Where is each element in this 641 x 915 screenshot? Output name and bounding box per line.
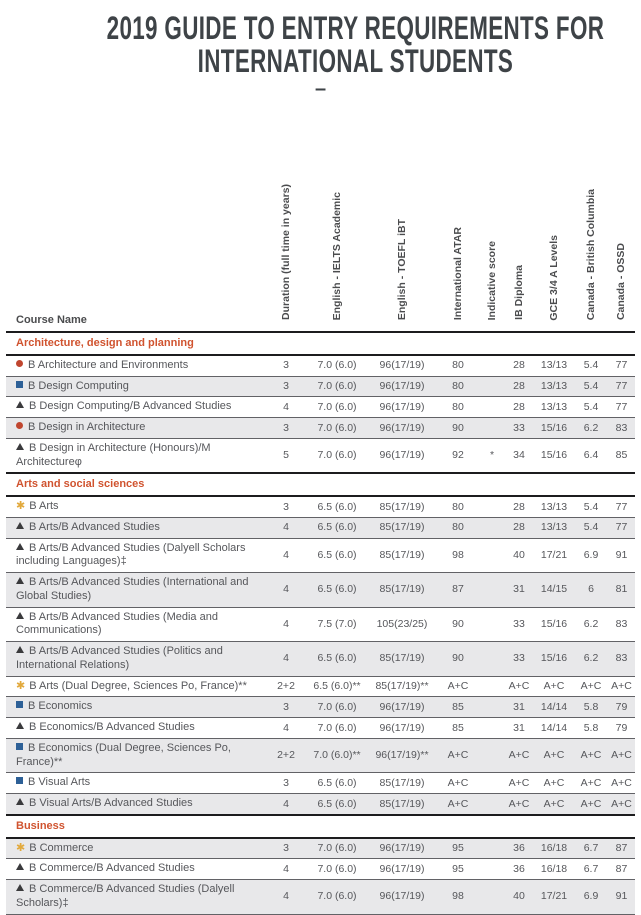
page-title-line1: 2019 GUIDE TO ENTRY REQUIREMENTS FOR: [106, 10, 605, 46]
circle-bullet-icon: [16, 422, 23, 429]
value-cell: [480, 496, 504, 517]
value-cell: 77: [608, 376, 635, 397]
circle-bullet-icon: [16, 360, 23, 367]
value-cell: 7.0 (6.0): [306, 418, 368, 439]
value-cell: 81: [608, 573, 635, 608]
value-cell: [480, 838, 504, 859]
value-cell: 7.0 (6.0): [306, 859, 368, 880]
value-cell: [480, 859, 504, 880]
value-cell: 80: [436, 496, 480, 517]
value-cell: 87: [436, 573, 480, 608]
value-cell: 5.4: [574, 496, 608, 517]
value-cell: [480, 718, 504, 739]
value-cell: A+C: [574, 773, 608, 794]
value-cell: 28: [504, 376, 534, 397]
value-cell: 13/13: [534, 397, 574, 418]
value-cell: 79: [608, 697, 635, 718]
value-cell: 6.9: [574, 538, 608, 573]
course-name-cell: B Arts/B Advanced Studies: [6, 517, 266, 538]
course-name-cell: B Design Computing: [6, 376, 266, 397]
value-cell: A+C: [436, 738, 480, 773]
table-body: [6, 332, 635, 914]
value-cell: 77: [608, 355, 635, 376]
ib-diploma-column-header: IB Diploma: [504, 183, 534, 332]
value-cell: 90: [436, 418, 480, 439]
triangle-bullet-icon: [16, 401, 24, 408]
course-name-cell: ✱ B Commerce: [6, 838, 266, 859]
value-cell: 31: [504, 573, 534, 608]
value-cell: [480, 397, 504, 418]
gce-a-levels-column-header: GCE 3/4 A Levels: [534, 183, 574, 332]
value-cell: 85: [608, 438, 635, 473]
indicative-score-column-header: Indicative score: [480, 183, 504, 332]
value-cell: 85(17/19): [368, 773, 436, 794]
value-cell: 6.2: [574, 607, 608, 642]
section-header-row: [6, 332, 635, 355]
value-cell: [480, 376, 504, 397]
value-cell: 28: [504, 517, 534, 538]
value-cell: 36: [504, 838, 534, 859]
value-cell: [480, 880, 504, 915]
value-cell: 3: [266, 697, 306, 718]
value-cell: 90: [436, 642, 480, 677]
value-cell: 7.0 (6.0): [306, 697, 368, 718]
course-name-cell: B Design Computing/B Advanced Studies: [6, 397, 266, 418]
value-cell: [480, 607, 504, 642]
value-cell: 85(17/19): [368, 573, 436, 608]
value-cell: 5: [266, 438, 306, 473]
value-cell: 91: [608, 880, 635, 915]
course-row: [6, 418, 635, 439]
value-cell: 6.5 (6.0): [306, 496, 368, 517]
value-cell: 15/16: [534, 438, 574, 473]
value-cell: A+C: [608, 676, 635, 697]
course-name-cell: B Architecture and Environments: [6, 355, 266, 376]
value-cell: 4: [266, 573, 306, 608]
value-cell: 87: [608, 859, 635, 880]
course-row: [6, 642, 635, 677]
value-cell: 96(17/19): [368, 838, 436, 859]
course-name-column-header: Course Name: [6, 183, 266, 332]
triangle-bullet-icon: [16, 798, 24, 805]
value-cell: A+C: [534, 676, 574, 697]
value-cell: 7.0 (6.0): [306, 880, 368, 915]
value-cell: 28: [504, 496, 534, 517]
value-cell: 31: [504, 697, 534, 718]
value-cell: 4: [266, 794, 306, 815]
course-name-cell: B Economics/B Advanced Studies: [6, 718, 266, 739]
value-cell: 98: [436, 880, 480, 915]
value-cell: 3: [266, 355, 306, 376]
value-cell: 96(17/19)**: [368, 738, 436, 773]
value-cell: 3: [266, 838, 306, 859]
value-cell: 5.4: [574, 397, 608, 418]
value-cell: A+C: [436, 676, 480, 697]
value-cell: 15/16: [534, 642, 574, 677]
value-cell: A+C: [534, 773, 574, 794]
value-cell: 77: [608, 496, 635, 517]
course-row: [6, 738, 635, 773]
value-cell: A+C: [608, 794, 635, 815]
canada-bc-column-header: Canada - British Columbia: [574, 183, 608, 332]
value-cell: 13/13: [534, 376, 574, 397]
value-cell: 85(17/19)**: [368, 676, 436, 697]
value-cell: 28: [504, 355, 534, 376]
value-cell: 80: [436, 376, 480, 397]
value-cell: A+C: [504, 676, 534, 697]
value-cell: A+C: [574, 794, 608, 815]
value-cell: 16/18: [534, 838, 574, 859]
value-cell: 5.4: [574, 517, 608, 538]
value-cell: 16/18: [534, 859, 574, 880]
ielts-column-header: English - IELTS Academic: [306, 183, 368, 332]
page-title: [107, 12, 605, 77]
canada-ossd-column-header: Canada - OSSD: [608, 183, 635, 332]
course-row: [6, 838, 635, 859]
value-cell: 6.5 (6.0): [306, 517, 368, 538]
course-name-cell: B Visual Arts: [6, 773, 266, 794]
value-cell: A+C: [534, 794, 574, 815]
course-row: [6, 773, 635, 794]
value-cell: 5.4: [574, 355, 608, 376]
value-cell: 77: [608, 517, 635, 538]
value-cell: 90: [436, 607, 480, 642]
value-cell: 33: [504, 642, 534, 677]
value-cell: 79: [608, 718, 635, 739]
value-cell: 96(17/19): [368, 697, 436, 718]
value-cell: *: [480, 438, 504, 473]
course-row: [6, 718, 635, 739]
course-name-cell: B Economics (Dual Degree, Sciences Po, France)**: [6, 738, 266, 773]
value-cell: A+C: [504, 738, 534, 773]
section-header-row: [6, 473, 635, 496]
course-name-cell: B Arts/B Advanced Studies (Politics and International Relations): [6, 642, 266, 677]
triangle-bullet-icon: [16, 443, 24, 450]
value-cell: A+C: [608, 738, 635, 773]
course-row: [6, 397, 635, 418]
value-cell: 4: [266, 880, 306, 915]
value-cell: 91: [608, 538, 635, 573]
square-bullet-icon: [16, 701, 23, 708]
value-cell: 33: [504, 607, 534, 642]
value-cell: 7.0 (6.0)**: [306, 738, 368, 773]
course-name-cell: B Visual Arts/B Advanced Studies: [6, 794, 266, 815]
page-header: [0, 12, 641, 99]
triangle-bullet-icon: [16, 722, 24, 729]
triangle-bullet-icon: [16, 543, 24, 550]
value-cell: 5.4: [574, 376, 608, 397]
value-cell: 17/21: [534, 880, 574, 915]
course-row: [6, 438, 635, 473]
value-cell: 6.5 (6.0): [306, 538, 368, 573]
value-cell: 6.4: [574, 438, 608, 473]
triangle-bullet-icon: [16, 522, 24, 529]
course-row: [6, 538, 635, 573]
value-cell: 96(17/19): [368, 418, 436, 439]
value-cell: 105(23/25): [368, 607, 436, 642]
value-cell: 4: [266, 859, 306, 880]
value-cell: 13/13: [534, 355, 574, 376]
value-cell: 6.9: [574, 880, 608, 915]
course-row: [6, 697, 635, 718]
value-cell: 14/14: [534, 697, 574, 718]
value-cell: 3: [266, 376, 306, 397]
course-row: [6, 376, 635, 397]
course-row: [6, 496, 635, 517]
value-cell: 40: [504, 538, 534, 573]
value-cell: A+C: [574, 676, 608, 697]
star-bullet-icon: ✱: [16, 500, 26, 513]
course-name-cell: B Commerce/B Advanced Studies (Dalyell Scholars)‡: [6, 880, 266, 915]
course-row: [6, 676, 635, 697]
value-cell: A+C: [534, 738, 574, 773]
value-cell: 80: [436, 355, 480, 376]
course-name-cell: B Design in Architecture: [6, 418, 266, 439]
triangle-bullet-icon: [16, 612, 24, 619]
triangle-bullet-icon: [16, 646, 24, 653]
value-cell: [480, 697, 504, 718]
value-cell: 17/21: [534, 538, 574, 573]
value-cell: 31: [504, 718, 534, 739]
value-cell: 3: [266, 773, 306, 794]
value-cell: 95: [436, 859, 480, 880]
value-cell: 13/13: [534, 517, 574, 538]
star-bullet-icon: ✱: [16, 841, 26, 854]
value-cell: [480, 517, 504, 538]
course-row: [6, 355, 635, 376]
triangle-bullet-icon: [16, 863, 24, 870]
value-cell: 85(17/19): [368, 794, 436, 815]
value-cell: 80: [436, 517, 480, 538]
star-bullet-icon: ✱: [16, 679, 26, 692]
value-cell: [480, 355, 504, 376]
section-title: Arts and social sciences: [6, 473, 635, 496]
value-cell: 96(17/19): [368, 859, 436, 880]
value-cell: [480, 418, 504, 439]
value-cell: 28: [504, 397, 534, 418]
value-cell: [480, 642, 504, 677]
value-cell: A+C: [504, 794, 534, 815]
value-cell: 15/16: [534, 607, 574, 642]
triangle-bullet-icon: [16, 884, 24, 891]
value-cell: 96(17/19): [368, 718, 436, 739]
value-cell: 5.8: [574, 697, 608, 718]
section-title: Business: [6, 815, 635, 838]
section-header-row: [6, 815, 635, 838]
value-cell: 2+2: [266, 738, 306, 773]
value-cell: 95: [436, 838, 480, 859]
value-cell: 83: [608, 418, 635, 439]
section-title: Architecture, design and planning: [6, 332, 635, 355]
value-cell: 7.0 (6.0): [306, 438, 368, 473]
course-name-cell: B Arts/B Advanced Studies (International and Global Studies): [6, 573, 266, 608]
course-row: [6, 880, 635, 915]
course-name-cell: ✱ B Arts (Dual Degree, Sciences Po, France)**: [6, 676, 266, 697]
course-name-cell: ✱ B Arts: [6, 496, 266, 517]
duration-column-header: Duration (full time in years): [266, 183, 306, 332]
value-cell: 80: [436, 397, 480, 418]
course-row: [6, 517, 635, 538]
value-cell: [480, 738, 504, 773]
value-cell: 96(17/19): [368, 355, 436, 376]
value-cell: 4: [266, 718, 306, 739]
value-cell: 77: [608, 397, 635, 418]
value-cell: A+C: [504, 773, 534, 794]
value-cell: 6.7: [574, 859, 608, 880]
value-cell: 6.5 (6.0)**: [306, 676, 368, 697]
value-cell: 85(17/19): [368, 538, 436, 573]
value-cell: A+C: [436, 794, 480, 815]
atar-column-header: International ATAR: [436, 183, 480, 332]
value-cell: 4: [266, 517, 306, 538]
value-cell: 96(17/19): [368, 376, 436, 397]
value-cell: 36: [504, 859, 534, 880]
value-cell: 83: [608, 607, 635, 642]
value-cell: 7.5 (7.0): [306, 607, 368, 642]
value-cell: [480, 773, 504, 794]
value-cell: 85(17/19): [368, 496, 436, 517]
value-cell: A+C: [574, 738, 608, 773]
value-cell: 4: [266, 642, 306, 677]
value-cell: A+C: [608, 773, 635, 794]
value-cell: 7.0 (6.0): [306, 718, 368, 739]
title-dash: –: [314, 78, 327, 101]
value-cell: [480, 794, 504, 815]
square-bullet-icon: [16, 743, 23, 750]
page-title-line2: INTERNATIONAL STUDENTS: [197, 42, 514, 79]
value-cell: 3: [266, 496, 306, 517]
value-cell: 85: [436, 697, 480, 718]
value-cell: 98: [436, 538, 480, 573]
value-cell: 6.5 (6.0): [306, 773, 368, 794]
course-name-cell: B Design in Architecture (Honours)/M Architectureφ: [6, 438, 266, 473]
value-cell: 4: [266, 538, 306, 573]
value-cell: 14/14: [534, 718, 574, 739]
course-row: [6, 794, 635, 815]
value-cell: 6.5 (6.0): [306, 794, 368, 815]
value-cell: 85: [436, 718, 480, 739]
value-cell: [480, 573, 504, 608]
toefl-column-header: English - TOEFL iBT: [368, 183, 436, 332]
value-cell: 85(17/19): [368, 642, 436, 677]
square-bullet-icon: [16, 777, 23, 784]
value-cell: 96(17/19): [368, 438, 436, 473]
value-cell: 7.0 (6.0): [306, 838, 368, 859]
value-cell: 2+2: [266, 676, 306, 697]
value-cell: 13/13: [534, 496, 574, 517]
course-row: [6, 573, 635, 608]
value-cell: 92: [436, 438, 480, 473]
value-cell: 15/16: [534, 418, 574, 439]
value-cell: 87: [608, 838, 635, 859]
value-cell: 34: [504, 438, 534, 473]
triangle-bullet-icon: [16, 577, 24, 584]
value-cell: 96(17/19): [368, 880, 436, 915]
value-cell: 5.8: [574, 718, 608, 739]
value-cell: 96(17/19): [368, 397, 436, 418]
value-cell: 14/15: [534, 573, 574, 608]
value-cell: 6.5 (6.0): [306, 573, 368, 608]
value-cell: 6.2: [574, 418, 608, 439]
value-cell: 7.0 (6.0): [306, 355, 368, 376]
value-cell: [480, 538, 504, 573]
value-cell: 33: [504, 418, 534, 439]
course-name-cell: B Economics: [6, 697, 266, 718]
value-cell: 6.5 (6.0): [306, 642, 368, 677]
value-cell: [480, 676, 504, 697]
value-cell: 6.7: [574, 838, 608, 859]
requirements-table: [6, 183, 635, 914]
course-name-cell: B Arts/B Advanced Studies (Dalyell Scholars including Languages)‡: [6, 538, 266, 573]
course-row: [6, 859, 635, 880]
value-cell: 40: [504, 880, 534, 915]
table-header-row: [6, 183, 635, 332]
value-cell: 7.0 (6.0): [306, 397, 368, 418]
value-cell: 83: [608, 642, 635, 677]
value-cell: 4: [266, 397, 306, 418]
course-row: [6, 607, 635, 642]
value-cell: 6.2: [574, 642, 608, 677]
course-name-cell: B Arts/B Advanced Studies (Media and Communications): [6, 607, 266, 642]
value-cell: 7.0 (6.0): [306, 376, 368, 397]
square-bullet-icon: [16, 381, 23, 388]
value-cell: 85(17/19): [368, 517, 436, 538]
value-cell: A+C: [436, 773, 480, 794]
value-cell: 6: [574, 573, 608, 608]
value-cell: 4: [266, 607, 306, 642]
course-name-cell: B Commerce/B Advanced Studies: [6, 859, 266, 880]
value-cell: 3: [266, 418, 306, 439]
